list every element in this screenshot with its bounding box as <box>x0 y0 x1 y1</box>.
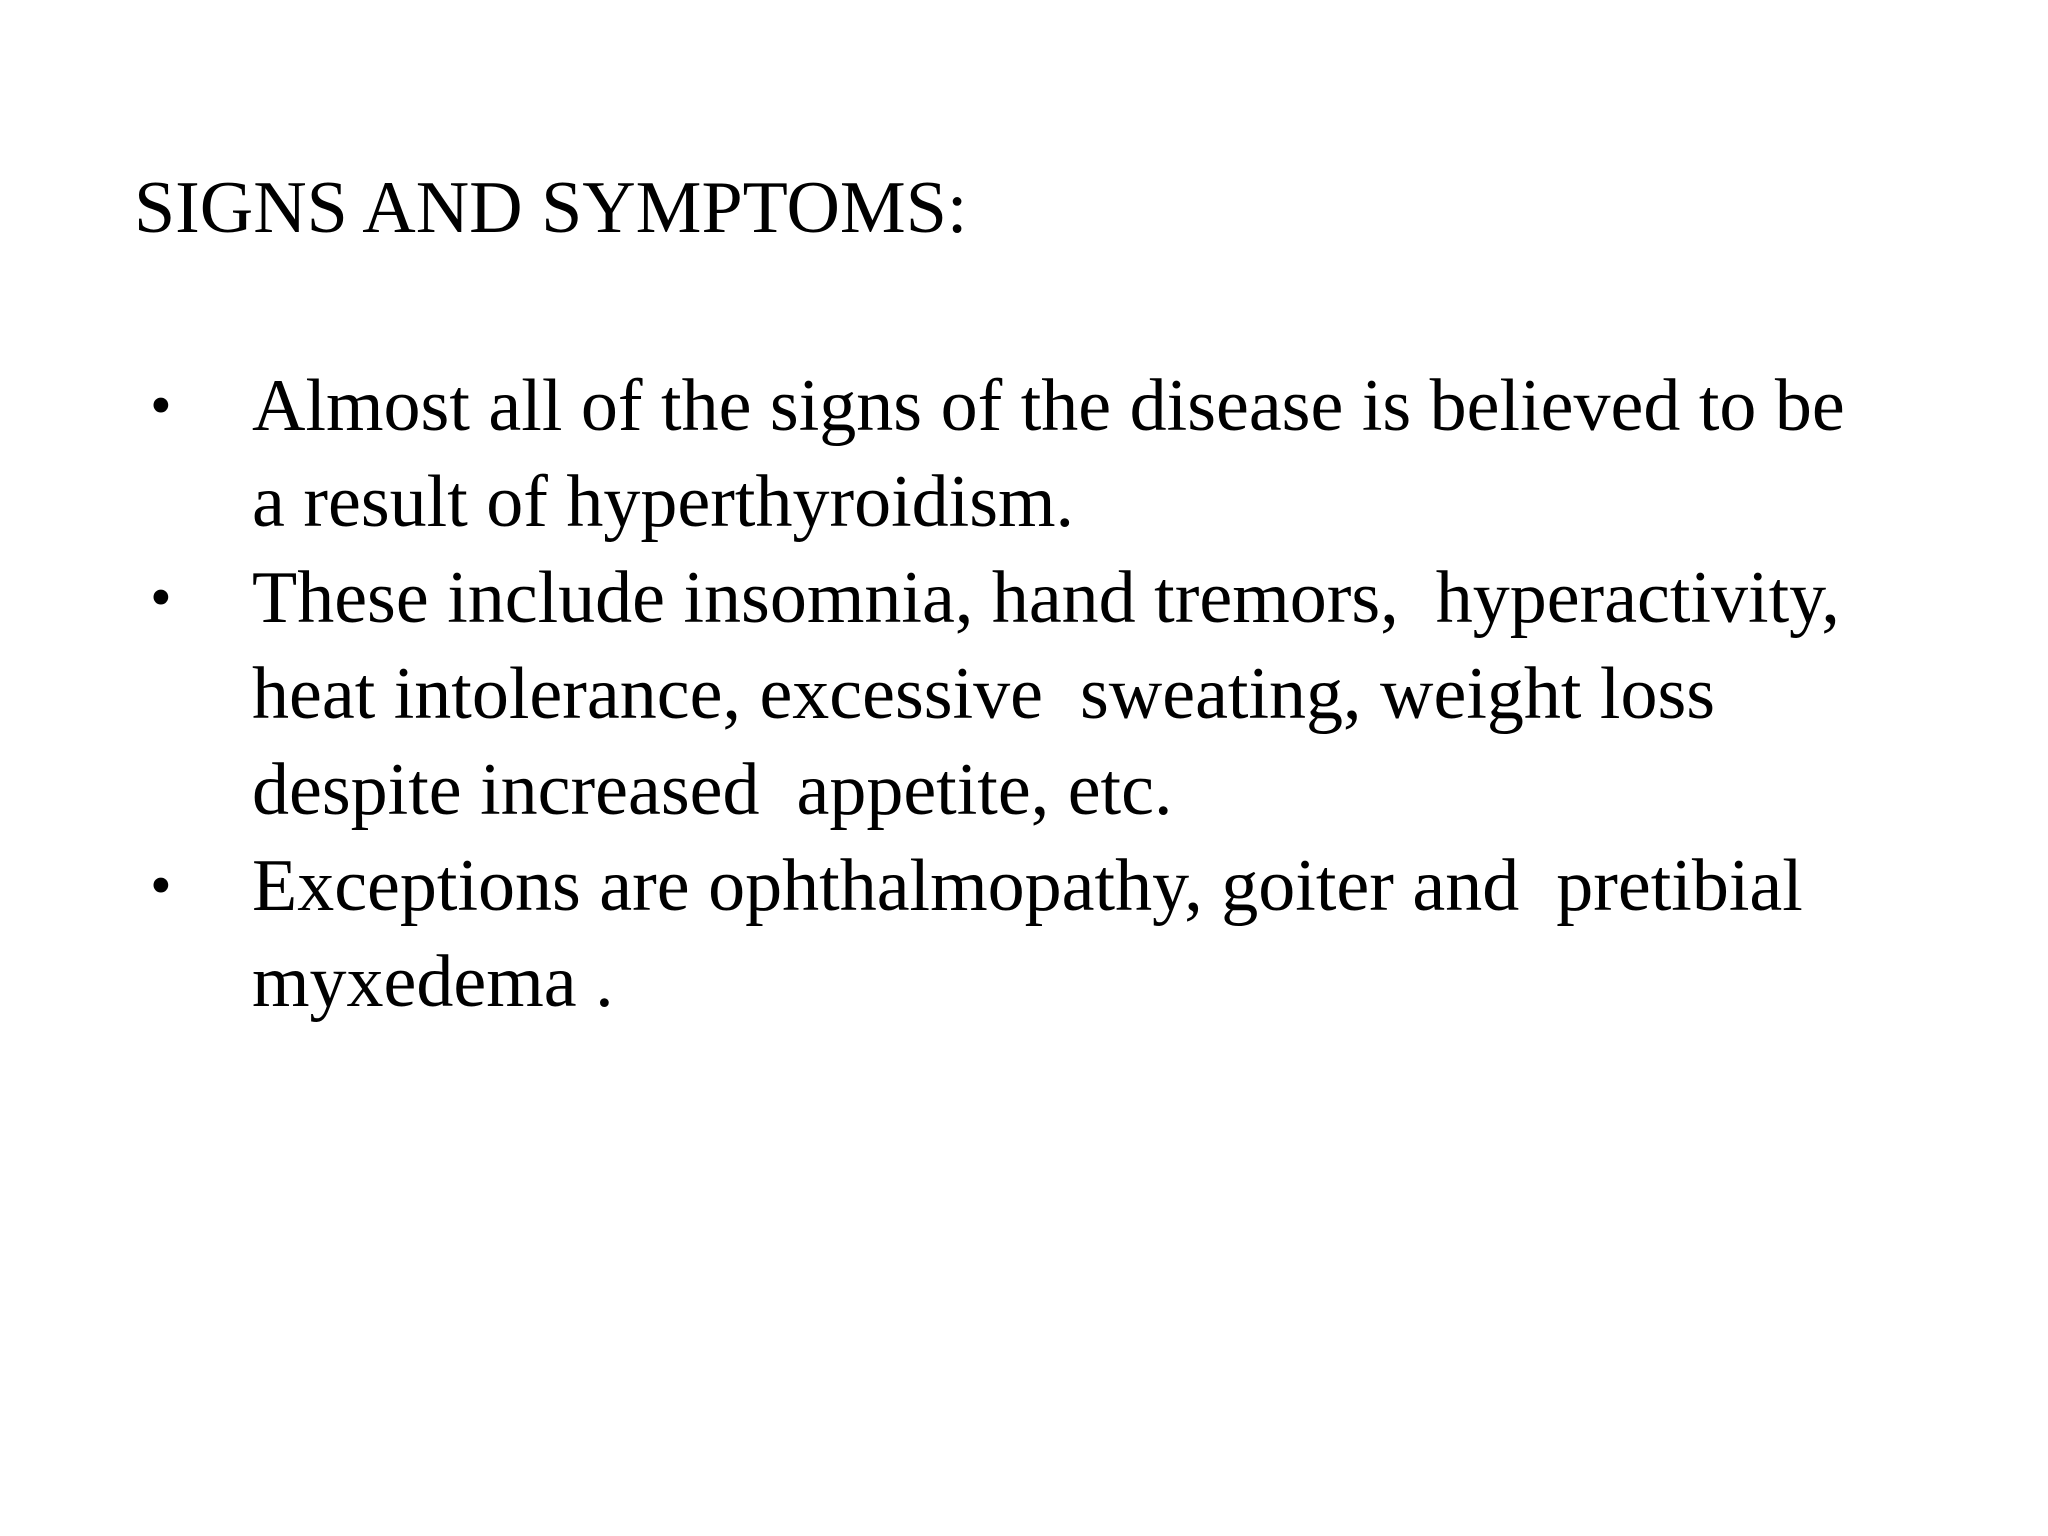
slide-title: SIGNS AND SYMPTOMS: <box>134 167 968 249</box>
bullet-text-line: These include insomnia, hand tremors, hyperactivity, <box>252 557 1840 639</box>
bullet-text-line: Almost all of the signs of the disease is believed to be <box>252 365 1845 447</box>
bullet-text-line: despite increased appetite, etc. <box>252 749 1173 831</box>
bullet-icon: • <box>150 564 172 632</box>
bullet-icon: • <box>150 372 172 440</box>
bullet-text-line: myxedema . <box>252 941 614 1023</box>
bullet-item-hyperthyroidism <box>0 358 2048 550</box>
bullet-item-symptoms <box>0 550 2048 838</box>
bullet-text-line: a result of hyperthyroidism. <box>252 461 1075 543</box>
bullet-list <box>0 358 2048 1030</box>
bullet-text-line: Exceptions are ophthalmopathy, goiter and pretibial <box>252 845 1803 927</box>
bullet-item-exceptions <box>0 838 2048 1030</box>
bullet-icon: • <box>150 852 172 920</box>
bullet-text-line: heat intolerance, excessive sweating, weight loss <box>252 653 1716 735</box>
